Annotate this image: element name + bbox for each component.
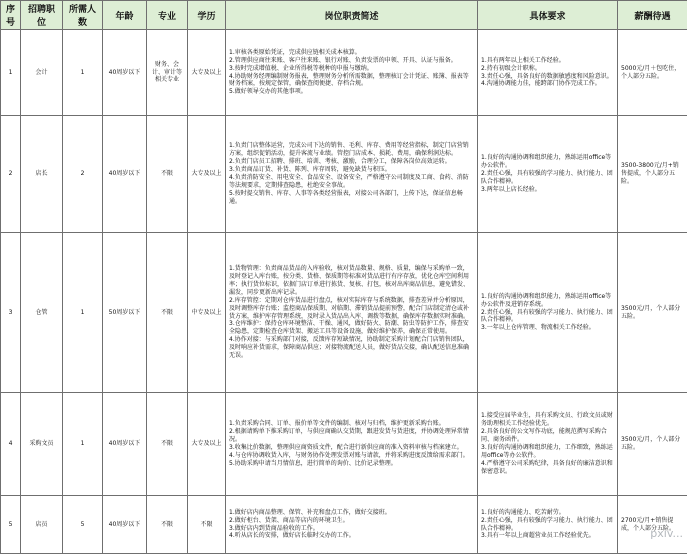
row-major: 财务、会计、审计等相关专业 [147, 30, 188, 116]
row-count: 1 [63, 393, 103, 496]
row-position: 店员 [21, 496, 63, 554]
duty-line: 2.负责门店员工招聘、排班、培训、考核、激励，合理分工，保障各岗位高效运转。 [229, 158, 474, 166]
row-salary: 3500-3800元/月+销售提成，个人部分五险。 [618, 116, 687, 233]
row-position: 仓管 [21, 233, 63, 393]
row-salary: 5000元/月＋包吃住，个人部分五险。 [618, 30, 687, 116]
table-row [1, 496, 687, 554]
header-no: 序号 [1, 1, 21, 30]
duty-line: 2.库存管控：定期对仓库货品进行盘点，核对实际库存与系统数据，排查差异并分析原因，及时调整库存台账；监控商品保质期、对临期、滞销货品提前预警，配合门店制定清仓或补货方案，维护库存管理系统，及时录入货品出入库、调拨等数据，确保库存数据实时准确。 [229, 297, 474, 321]
row-age: 50周岁以下 [103, 233, 147, 393]
requirement-line: 1.良好的沟通协调和组织能力，熟练运用office等办公软件。 [481, 154, 614, 170]
row-requirements [478, 233, 618, 393]
requirement-line: 1.良好的沟通协调和组织能力，熟练运用office等办公软件及进销存系统。 [481, 293, 614, 309]
row-duties [226, 116, 478, 233]
row-position: 采购文员 [21, 393, 63, 496]
table-row [1, 30, 687, 116]
row-age: 40周岁以下 [103, 30, 147, 116]
requirement-line: 4.沟通协调能力佳，能跨部门协作完成工作。 [481, 80, 614, 88]
row-count: 5 [63, 496, 103, 554]
requirement-line: 4.严格遵守公司采购纪律，具备良好的廉洁意识和保密意识。 [481, 460, 614, 476]
duty-line: 4.听从店长的安排，做好店长临时交办的工作。 [229, 532, 474, 540]
header-age: 年龄 [103, 1, 147, 30]
duty-line: 1.负责采购合同、订单、报价单等文件的编制、核对与归档，维护更新采购台账。 [229, 420, 474, 428]
row-major: 不限 [147, 393, 188, 496]
row-duties [226, 393, 478, 496]
header-major: 专业 [147, 1, 188, 30]
row-no: 5 [1, 496, 21, 554]
row-education: 大专及以上 [188, 393, 226, 496]
duty-line: 5.协助采购申请当月情信息，进行简单的询价、比价记录整理。 [229, 460, 474, 468]
row-no: 1 [1, 30, 21, 116]
requirement-line: 3.具有一年以上商超营业员工作经验优先。 [481, 532, 614, 540]
row-requirements [478, 393, 618, 496]
requirement-line: 3.一年以上仓库管理、物流相关工作经验。 [481, 324, 614, 332]
duty-line: 4.协助财务经理编制财务报表，整理财务分析所需数据，整理核订会计凭证、账簿、报表等财务档案，按规定保管，确保查阅便捷、存档合规。 [229, 73, 474, 89]
requirement-line: 3.两年以上店长经验。 [481, 186, 614, 194]
duty-line: 3.做好店内到货商品验收的工作。 [229, 525, 474, 533]
header-salary: 薪酬待遇 [618, 1, 687, 30]
row-age: 40周岁以下 [103, 496, 147, 554]
table-header-row [1, 1, 687, 30]
row-education: 大专及以上 [188, 30, 226, 116]
row-age: 40周岁以下 [103, 393, 147, 496]
requirement-line: 1.良好的沟通能力、吃苦耐劳。 [481, 509, 614, 517]
row-position: 会计 [21, 30, 63, 116]
row-count: 2 [63, 116, 103, 233]
row-major: 不限 [147, 116, 188, 233]
duty-line: 1.负责门店整体运营，完成公司下达的销售、毛利、库存、费用等经营指标，制定门店营销方案，组织促销活动，提升客流与业绩。管控门店成本、损耗、费用，确保利润达标。 [229, 142, 474, 158]
duty-line: 4.与仓库协调收货入库，与财务协作处理发票对账与请款，并将采购进度反馈给需求部门。 [229, 452, 474, 460]
row-no: 4 [1, 393, 21, 496]
requirement-line: 1.接受应届毕业生，具有采购文员、行政文员或财务助理相关工作经验优先。 [481, 412, 614, 428]
row-requirements [478, 30, 618, 116]
duty-line: 3.负责商品订货、补货、陈列、库存周转，避免缺货与积压。 [229, 166, 474, 174]
requirement-line: 2.具备良好的公文写作功底，能规范撰写采购合同、商务函件。 [481, 428, 614, 444]
header-education: 学历 [188, 1, 226, 30]
row-requirements [478, 116, 618, 233]
row-education: 中专及以上 [188, 233, 226, 393]
header-position: 招聘职位 [21, 1, 63, 30]
row-salary: 3500元/月，个人部分五险。 [618, 233, 687, 393]
requirement-line: 2.责任心强，具有较强的学习能力、执行能力、团队合作精神。 [481, 309, 614, 325]
row-major: 不限 [147, 233, 188, 393]
row-major: 不限 [147, 496, 188, 554]
row-age: 40周岁以下 [103, 116, 147, 233]
row-no: 2 [1, 116, 21, 233]
duty-line: 2.做好柜台、货架、商品等店内的环境卫生。 [229, 517, 474, 525]
watermark: pxiv... [650, 527, 683, 540]
row-requirements [478, 496, 618, 554]
row-duties [226, 496, 478, 554]
row-count: 1 [63, 30, 103, 116]
duty-line: 1.审核各类原始凭证，完成供应链相关成本核算。 [229, 49, 474, 57]
table-row [1, 393, 687, 496]
duty-line: 3.收集比价数据，整理供应商资质文件，配合进行新供应商的准入资料审核与档案建立。 [229, 444, 474, 452]
row-count: 1 [63, 233, 103, 393]
requirement-line: 3.责任心强，具备良好的数据敏感度和风险意识。 [481, 73, 614, 81]
duty-line: 5.按时提交销售、库存、人事等各类经营报表，对接公司各部门，上传下达，保证信息畅通。 [229, 190, 474, 206]
duty-line: 3.仓库维护：保持仓库环境整洁、干燥、通风，做好防火、防潮、防虫等防护工作，排查安全隐患，定期检查仓库货架、搬运工具等设备设施，做好维护保养，确保正常使用。 [229, 320, 474, 336]
table-row [1, 116, 687, 233]
header-count: 所需人数 [63, 1, 103, 30]
header-duties: 岗位职责简述 [226, 1, 478, 30]
row-position: 店长 [21, 116, 63, 233]
requirement-line: 2.责任心强，具有较强的学习能力、执行能力、团队合作精神。 [481, 517, 614, 533]
row-education: 不限 [188, 496, 226, 554]
duty-line: 4.负责消防安全、用电安全、食品安全、设备安全，严格遵守公司制度及工商、食药、消防等法规要求，定期排查隐患，杜绝安全事故。 [229, 174, 474, 190]
row-salary: 2700元/月+销售提成，个人部分五险。 [618, 496, 687, 554]
duty-line: 1.做好店内商品整理、保管、补充和盘点工作，做好交接班。 [229, 509, 474, 517]
duty-line: 5.做好领导交办的其他事项。 [229, 88, 474, 96]
header-requirements: 具体要求 [478, 1, 618, 30]
duty-line: 3.按时完成增值税、企业所得税等税种的申报与缴纳。 [229, 65, 474, 73]
requirement-line: 2.持有初级会计职称。 [481, 65, 614, 73]
row-education: 大专及以上 [188, 116, 226, 233]
duty-line: 4.协作对接：与采购部门对接，反馈库存短缺情况，协助制定采购计划配合门店销售团队，及时响应补货需求，保障商品供应；对接物流配送人员，做好货品交接，确认配送信息准确无误。 [229, 336, 474, 360]
row-no: 3 [1, 233, 21, 393]
duty-line: 1.货物管理：负责商品货品的入库验收，核对货品数量、规格、质量，编保与采购单一致，及时登记入库台账，按分类、货格、保质期等标准对货品进行有序存放，优化仓库空间利用率；执行货位标识，依据门店订单进行拣货、复核、打包，核对出库商品信息，避免错发、漏发，同步更新出库记录。 [229, 265, 474, 297]
duty-line: 2.根据请购单下推采购订单，与供应商确认交货期，跟进发货与货进度，并协调处理异常情况。 [229, 428, 474, 444]
duty-line: 2.管理供应商往来账、客户往来账、银行对账、负责发票的申领、开具、认证与报备。 [229, 57, 474, 65]
requirement-line: 1.具有两年以上相关工作经验。 [481, 57, 614, 65]
row-duties [226, 233, 478, 393]
table-row [1, 233, 687, 393]
row-salary: 3500元/月，个人部分五险。 [618, 393, 687, 496]
requirement-line: 3.良好的沟通协调和组织能力，工作细致，熟练运用office等办公软件。 [481, 444, 614, 460]
requirement-line: 2.责任心强，具有较强的学习能力、执行能力、团队合作精神。 [481, 170, 614, 186]
row-duties [226, 30, 478, 116]
